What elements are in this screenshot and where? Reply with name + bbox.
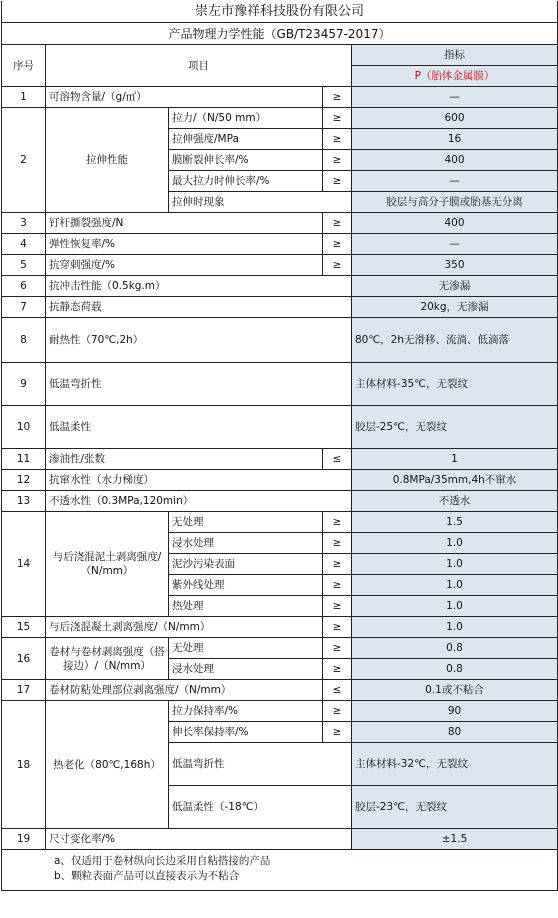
row-item: 不透水性（0.3MPa,120min） xyxy=(46,491,352,512)
row-no: 10 xyxy=(2,406,46,449)
row-operator: ≥ xyxy=(323,617,352,638)
table-row xyxy=(2,449,558,470)
row-value: 不透水 xyxy=(352,491,558,512)
row-value: ±1.5 xyxy=(352,829,558,850)
row-value: 1.0 xyxy=(352,575,558,596)
row-value: 350 xyxy=(352,255,558,276)
row-no: 12 xyxy=(2,470,46,491)
table-row xyxy=(2,701,558,722)
row-no: 4 xyxy=(2,234,46,255)
table-row xyxy=(2,829,558,850)
table-row xyxy=(2,512,558,533)
row-no: 1 xyxy=(2,87,46,108)
sub-item: 紫外线处理 xyxy=(169,575,323,596)
row-value: 0.8 xyxy=(352,638,558,659)
row-value: 主体材料-32℃，无裂纹 xyxy=(352,743,558,786)
row-no: 3 xyxy=(2,213,46,234)
properties-table xyxy=(1,1,558,891)
row-item: 低温柔性 xyxy=(46,406,352,449)
sub-item: 拉伸时现象 xyxy=(169,192,352,213)
row-value: 90 xyxy=(352,701,558,722)
row-item: 耐热性（70℃,2h） xyxy=(46,318,352,363)
row-operator: ≥ xyxy=(323,659,352,680)
row-operator: ≥ xyxy=(323,554,352,575)
row-item: 弹性恢复率/% xyxy=(46,234,323,255)
row-item: 抗穿刺强度/% xyxy=(46,255,323,276)
table-row xyxy=(2,213,558,234)
table-row xyxy=(2,318,558,363)
table-row xyxy=(2,638,558,659)
row-value: — xyxy=(352,171,558,192)
row-no: 6 xyxy=(2,276,46,297)
table-row xyxy=(2,108,558,129)
row-item: 拉伸性能 xyxy=(46,108,169,213)
row-value: 胶层-25℃，无裂纹 xyxy=(352,406,558,449)
row-item: 可溶物含量/（g/㎡） xyxy=(46,87,323,108)
sub-item: 浸水处理 xyxy=(169,659,323,680)
row-item: 低温弯折性 xyxy=(46,363,352,406)
sub-item: 拉力/（N/50 mm） xyxy=(169,108,323,129)
row-value: 1.0 xyxy=(352,596,558,617)
row-item: 钉杆撕裂强度/N xyxy=(46,213,323,234)
row-operator: ≥ xyxy=(323,255,352,276)
row-no: 16 xyxy=(2,638,46,680)
table-row xyxy=(2,234,558,255)
row-no: 18 xyxy=(2,701,46,829)
row-value: 胶层-23℃，无裂纹 xyxy=(352,786,558,829)
row-value: 0.8 xyxy=(352,659,558,680)
sub-item: 拉伸强度/MPa xyxy=(169,129,323,150)
row-no: 11 xyxy=(2,449,46,470)
footnotes xyxy=(2,850,558,891)
sub-item: 伸长率保持率/% xyxy=(169,722,323,743)
row-operator: ≥ xyxy=(323,234,352,255)
header-indicator: 指标 xyxy=(352,45,558,66)
table-row xyxy=(2,87,558,108)
row-item: 与后浇混凝土剥离强度/（N/mm） xyxy=(46,617,323,638)
row-item: 与后浇混泥土剥离强度/（N/mm） xyxy=(46,512,169,617)
row-value: — xyxy=(352,234,558,255)
row-item: 尺寸变化率/% xyxy=(46,829,352,850)
row-value: 1 xyxy=(352,449,558,470)
row-operator: ≥ xyxy=(323,171,352,192)
row-item: 卷材与卷材剥离强度（搭接边）/（N/mm） xyxy=(46,638,169,680)
table-row xyxy=(2,680,558,701)
row-no: 13 xyxy=(2,491,46,512)
row-value: 80℃，2h无滑移、流淌、低滴落 xyxy=(352,318,558,363)
table-row xyxy=(2,470,558,491)
row-item: 抗窜水性（水力梯度） xyxy=(46,470,352,491)
row-operator: ≥ xyxy=(323,87,352,108)
row-operator: ≤ xyxy=(323,449,352,470)
table-row xyxy=(2,406,558,449)
table-row xyxy=(2,276,558,297)
row-operator: ≥ xyxy=(323,512,352,533)
row-item: 渗油性/张数 xyxy=(46,449,323,470)
sub-item: 无处理 xyxy=(169,638,323,659)
header-no: 序号 xyxy=(2,45,46,87)
row-value: 16 xyxy=(352,129,558,150)
row-item: 抗冲击性能（0.5kg.m） xyxy=(46,276,352,297)
sub-item: 低温弯折性 xyxy=(169,743,352,786)
row-value: 胶层与高分子膜或胎基无分离 xyxy=(352,192,558,213)
row-operator: ≥ xyxy=(323,533,352,554)
footnote-b: b、颗粒表面产品可以直接表示为不粘合 xyxy=(54,870,240,882)
row-value: — xyxy=(352,87,558,108)
row-no: 9 xyxy=(2,363,46,406)
row-value: 600 xyxy=(352,108,558,129)
sub-item: 最大拉力时伸长率/% xyxy=(169,171,323,192)
row-no: 17 xyxy=(2,680,46,701)
row-item: 抗静态荷载 xyxy=(46,297,352,318)
row-value: 无渗漏 xyxy=(352,276,558,297)
row-no: 14 xyxy=(2,512,46,617)
company-title: 崇左市豫祥科技股份有限公司 xyxy=(2,1,558,23)
sub-item: 拉力保持率/% xyxy=(169,701,323,722)
sub-item: 膜断裂伸长率/% xyxy=(169,150,323,171)
row-value: 1.0 xyxy=(352,533,558,554)
spec-sheet xyxy=(1,1,557,916)
header-item: 项目 xyxy=(46,45,352,87)
sub-item: 低温柔性（-18℃） xyxy=(169,786,352,829)
row-value: 主体材料-35℃，无裂纹 xyxy=(352,363,558,406)
row-value: 0.8MPa/35mm,4h不窜水 xyxy=(352,470,558,491)
header-product-type: P（胎体金属膜） xyxy=(352,66,558,87)
row-operator: ≥ xyxy=(323,638,352,659)
row-value: 20kg，无渗漏 xyxy=(352,297,558,318)
row-operator: ≥ xyxy=(323,596,352,617)
row-no: 8 xyxy=(2,318,46,363)
footnote-a: a、仅适用于卷材纵向长边采用自粘搭接的产品 xyxy=(54,855,271,867)
row-item: 热老化（80℃,168h） xyxy=(46,701,169,829)
row-value: 1.0 xyxy=(352,554,558,575)
table-row xyxy=(2,363,558,406)
row-operator: ≤ xyxy=(323,680,352,701)
row-value: 1.5 xyxy=(352,512,558,533)
sub-item: 泥沙污染表面 xyxy=(169,554,323,575)
sub-item: 浸水处理 xyxy=(169,533,323,554)
row-no: 2 xyxy=(2,108,46,213)
sub-item: 无处理 xyxy=(169,512,323,533)
row-operator: ≥ xyxy=(323,129,352,150)
row-operator: ≥ xyxy=(323,150,352,171)
row-no: 5 xyxy=(2,255,46,276)
table-row xyxy=(2,491,558,512)
row-value: 1.0 xyxy=(352,617,558,638)
row-value: 400 xyxy=(352,213,558,234)
row-no: 7 xyxy=(2,297,46,318)
row-item: 卷材防粘处理部位剥离强度/（N/mm） xyxy=(46,680,323,701)
table-subtitle: 产品物理力学性能（GB/T23457-2017） xyxy=(2,23,558,45)
row-value: 0.1或不粘合 xyxy=(352,680,558,701)
row-no: 15 xyxy=(2,617,46,638)
table-row xyxy=(2,617,558,638)
row-operator: ≥ xyxy=(323,108,352,129)
table-row xyxy=(2,255,558,276)
sub-item: 热处理 xyxy=(169,596,323,617)
row-operator: ≥ xyxy=(323,213,352,234)
row-value: 400 xyxy=(352,150,558,171)
row-value: 80 xyxy=(352,722,558,743)
table-row xyxy=(2,297,558,318)
row-operator: ≥ xyxy=(323,722,352,743)
row-operator: ≥ xyxy=(323,701,352,722)
row-operator: ≥ xyxy=(323,575,352,596)
row-no: 19 xyxy=(2,829,46,850)
